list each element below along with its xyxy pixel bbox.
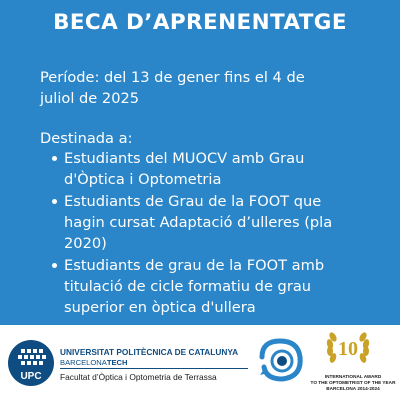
upc-emblem-text: UPC [20, 371, 42, 382]
period-line: Període: del 13 de gener fins el 4 de [40, 69, 305, 86]
award-line: INTERNATIONAL AWARD [324, 374, 382, 379]
university-subtitle [60, 358, 128, 367]
award-line: BARCELONA 2014-2024 [326, 386, 380, 391]
list-item [52, 191, 388, 254]
upc-emblem-icon [7, 339, 55, 387]
footer-logos [0, 325, 400, 400]
list-item-line: titulació de cicle formatiu de grau [64, 278, 312, 295]
subtitle-part: TECH [106, 358, 128, 367]
list-item-line: 2020) [64, 235, 107, 252]
list-item-line: d'Òptica i Optometria [64, 171, 222, 188]
audience-list [52, 148, 388, 319]
university-name: UNIVERSITAT POLITÈCNICA DE CATALUNYA [60, 347, 239, 357]
period-text [40, 67, 380, 109]
period-line: juliol de 2025 [40, 90, 140, 107]
eye-swirl-logo-icon [258, 335, 306, 391]
list-item-line: Estudiants de grau de la FOOT amb [64, 257, 325, 274]
award-line: TO THE OPTOMETRIST OF THE YEAR [310, 380, 396, 385]
bullet-icon [52, 156, 57, 161]
divider [60, 368, 248, 369]
laurel-wreath-icon [324, 329, 372, 367]
bullet-icon [52, 263, 57, 268]
list-item-line: Estudiants de Grau de la FOOT que [64, 193, 322, 210]
page-title: BECA D’APRENENTATGE [53, 10, 347, 35]
list-item [52, 148, 388, 190]
list-item-line: hagin cursat Adaptació d’ulleres (pla [64, 214, 333, 231]
bullet-icon [52, 199, 57, 204]
subtitle-part: BARCELONA [60, 358, 107, 367]
list-item-line: superior en òptica d'ullera [64, 299, 256, 316]
award-number: 10 [338, 338, 358, 360]
list-item [52, 255, 388, 318]
award-badge [306, 327, 400, 400]
audience-heading: Destinada a: [40, 130, 133, 147]
faculty-name: Facultat d’Òptica i Optometria de Terrassa [60, 372, 217, 382]
list-item-line: Estudiants del MUOCV amb Grau [64, 150, 305, 167]
